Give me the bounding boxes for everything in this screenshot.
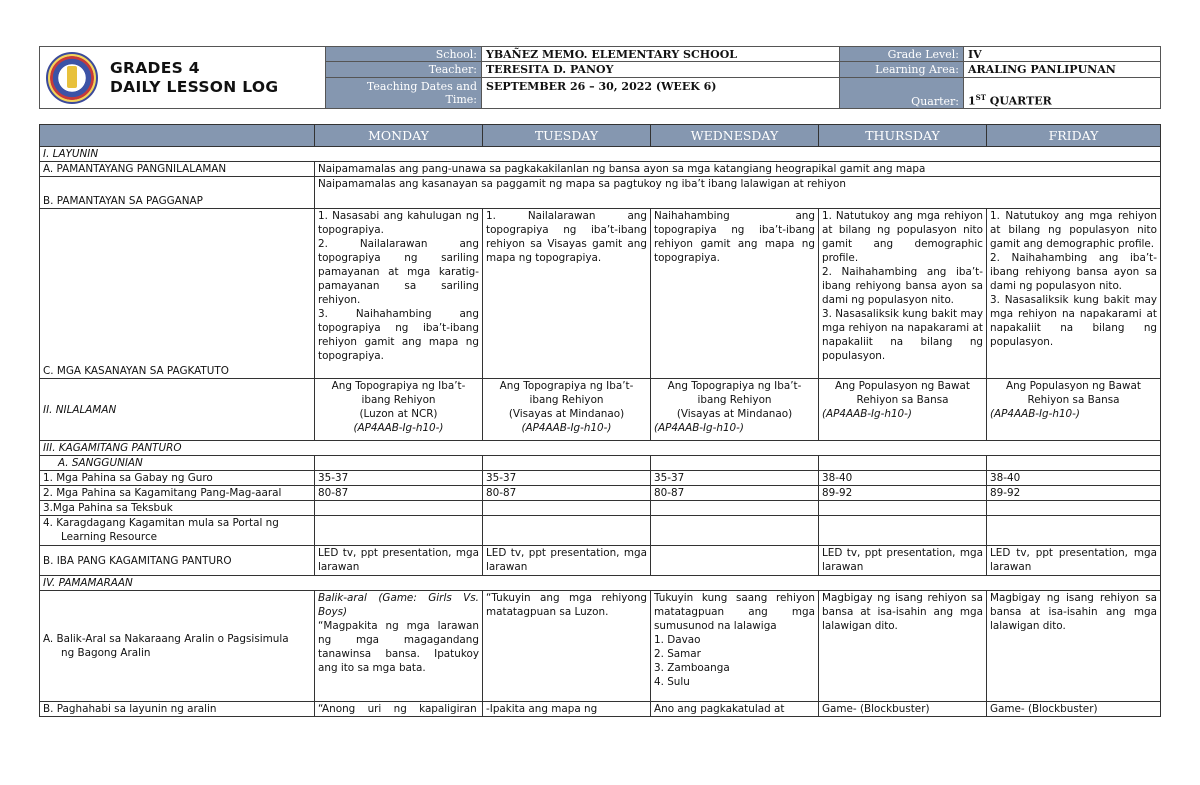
pang-mag-aaral-monday: 80-87 [315,486,483,501]
gabay-wednesday: 35-37 [651,471,819,486]
iba-pang-kagamitan-wednesday [651,546,819,576]
school-label: School: [326,47,482,62]
teksbuk-friday [987,501,1161,516]
iba-pang-kagamitan-friday: LED tv, ppt presentation, mga larawan [987,546,1161,576]
balik-aral-monday: Balik-aral (Game: Girls Vs. Boys) “Magpakita ng mga larawan ng mga magagandang tanawinsa bansa. Ipatukoy ang ito sa mga bata. [315,591,483,702]
learning-area-label: Learning Area: [840,62,964,78]
gabay-monday: 35-37 [315,471,483,486]
balik-aral-friday: Magbigay ng isang rehiyon sa bansa at isa-isahin ang mga lalawigan dito. [987,591,1161,702]
label-nilalaman: II. NILALAMAN [40,379,315,441]
kasanayan-wednesday: Naihahambing ang topograpiya ng iba’t-ibang rehiyon gamit ang mapa ng topograpiya. [651,209,819,379]
gabay-thursday: 38-40 [819,471,987,486]
grade-level-value: IV [964,47,1161,62]
label-pamantayang-pangnilalaman: A. PAMANTAYANG PANGNILALAMAN [40,162,315,177]
day-header-wednesday: WEDNESDAY [651,125,819,147]
teaching-dates-label: Teaching Dates and Time: [326,78,482,109]
portal-tuesday [483,516,651,546]
day-header-thursday: THURSDAY [819,125,987,147]
kasanayan-friday: 1. Natutukoy ang mga rehiyon at bilang ng populasyon nito gamit ang demographic profile. 2. Naihahambing ang iba’t-ibang rehiyong bansa ayon sa dami ng populasyon nito. 3. Nasasaliksik kung bakit may mga rehiyon na napakarami at napakaliit na bilang ng populasyon. [987,209,1161,379]
label-teksbuk: 3.Mga Pahina sa Teksbuk [40,501,315,516]
school-value: YBAÑEZ MEMO. ELEMENTARY SCHOOL [482,47,840,62]
value-pamantayan-sa-pagganap: Naipamamalas ang kasanayan sa paggamit ng mapa sa pagtukoy ng iba’t ibang lalawigan at rehiyon [315,177,1161,209]
portal-thursday [819,516,987,546]
grade-level-label: Grade Level: [840,47,964,62]
label-gabay-ng-guro: 1. Mga Pahina sa Gabay ng Guro [40,471,315,486]
iba-pang-kagamitan-thursday: LED tv, ppt presentation, mga larawan [819,546,987,576]
sanggunian-monday [315,456,483,471]
label-pamantayan-sa-pagganap: B. PAMANTAYAN SA PAGGANAP [40,177,315,209]
nilalaman-tuesday: Ang Topograpiya ng Iba’t- ibang Rehiyon (Visayas at Mindanao) (AP4AAB-Ig-h10-) [483,379,651,441]
deped-seal-icon [46,52,98,104]
page-title: GRADES 4 DAILY LESSON LOG [110,58,279,96]
balik-aral-thursday: Magbigay ng isang rehiyon sa bansa at isa-isahin ang mga lalawigan dito. [819,591,987,702]
balik-aral-tuesday: “Tukuyin ang mga rehiyong matatagpuan sa Luzon. [483,591,651,702]
paghahabi-friday: Game- (Blockbuster) [987,702,1161,717]
nilalaman-wednesday: Ang Topograpiya ng Iba’t- ibang Rehiyon (Visayas at Mindanao) (AP4AAB-Ig-h10-) [651,379,819,441]
label-iba-pang-kagamitan: B. IBA PANG KAGAMITANG PANTURO [40,546,315,576]
sanggunian-friday [987,456,1161,471]
day-header-friday: FRIDAY [987,125,1161,147]
section-pamamaraan: IV. PAMAMARAAN [40,576,1161,591]
gabay-friday: 38-40 [987,471,1161,486]
teksbuk-thursday [819,501,987,516]
portal-friday [987,516,1161,546]
day-header-blank [40,125,315,147]
portal-wednesday [651,516,819,546]
sanggunian-wednesday [651,456,819,471]
balik-aral-wednesday: Tukuyin kung saang rehiyon matatagpuan ang mga sumusunod na lalawiga 1. Davao 2. Samar 3. Zamboanga 4. Sulu [651,591,819,702]
quarter-label: Quarter: [840,78,964,109]
teksbuk-wednesday [651,501,819,516]
nilalaman-thursday: Ang Populasyon ng Bawat Rehiyon sa Bansa (AP4AAB-Ig-h10-) [819,379,987,441]
learning-area-value: ARALING PANLIPUNAN [964,62,1161,78]
label-balik-aral: A. Balik-Aral sa Nakaraang Aralin o Pagsisimula ng Bagong Aralin [40,591,315,702]
gabay-tuesday: 35-37 [483,471,651,486]
section-layunin: I. LAYUNIN [40,147,1161,162]
pang-mag-aaral-friday: 89-92 [987,486,1161,501]
kasanayan-thursday: 1. Natutukoy ang mga rehiyon at bilang ng populasyon nito gamit ang demographic profile. 2. Naihahambing ang iba’t-ibang rehiyong bansa ayon sa dami ng populasyon nito. 3. Nasasaliksik kung bakit may mga rehiyon na napakarami at napakaliit na bilang ng populasyon. [819,209,987,379]
iba-pang-kagamitan-monday: LED tv, ppt presentation, mga larawan [315,546,483,576]
nilalaman-friday: Ang Populasyon ng Bawat Rehiyon sa Bansa (AP4AAB-Ig-h10-) [987,379,1161,441]
pang-mag-aaral-wednesday: 80-87 [651,486,819,501]
kasanayan-monday: 1. Nasasabi ang kahulugan ng topograpiya. 2. Nailalarawan ang topograpiya ng sariling pamayanan at mga karatig-pamayanan sa sariling rehiyon. 3. Naihahambing ang topograpiya ng iba’t-ibang rehiyon gamit ang mapa ng topograpiya. [315,209,483,379]
sanggunian-thursday [819,456,987,471]
header-table [39,46,1161,109]
day-header-monday: MONDAY [315,125,483,147]
iba-pang-kagamitan-tuesday: LED tv, ppt presentation, mga larawan [483,546,651,576]
nilalaman-monday: Ang Topograpiya ng Iba’t- ibang Rehiyon (Luzon at NCR) (AP4AAB-Ig-h10-) [315,379,483,441]
teksbuk-monday [315,501,483,516]
day-header-tuesday: TUESDAY [483,125,651,147]
paghahabi-tuesday: -Ipakita ang mapa ng [483,702,651,717]
teksbuk-tuesday [483,501,651,516]
teacher-value: TERESITA D. PANOY [482,62,840,78]
teaching-dates-value: SEPTEMBER 26 – 30, 2022 (WEEK 6) [482,78,840,109]
value-pamantayang-pangnilalaman: Naipamamalas ang pang-unawa sa pagkakakilanlan ng bansa ayon sa mga katangiang heograpikal gamit ang mapa [315,162,1161,177]
label-kagamitang-pang-mag-aaral: 2. Mga Pahina sa Kagamitang Pang-Mag-aaral [40,486,315,501]
label-sanggunian: A. SANGGUNIAN [40,456,315,471]
sanggunian-tuesday [483,456,651,471]
kasanayan-tuesday: 1. Nailalarawan ang topograpiya ng iba’t-ibang rehiyon sa Visayas gamit ang mapa ng topograpiya. [483,209,651,379]
quarter-value: 1ST QUARTER [964,78,1161,109]
label-paghahabi: B. Paghahabi sa layunin ng aralin [40,702,315,717]
label-mga-kasanayan: C. MGA KASANAYAN SA PAGKATUTO [40,209,315,379]
section-kagamitang-panturo: III. KAGAMITANG PANTURO [40,441,1161,456]
portal-monday [315,516,483,546]
lesson-log-table [39,124,1161,717]
label-learning-resource: 4. Karagdagang Kagamitan mula sa Portal ng Learning Resource [40,516,315,546]
pang-mag-aaral-tuesday: 80-87 [483,486,651,501]
pang-mag-aaral-thursday: 89-92 [819,486,987,501]
paghahabi-thursday: Game- (Blockbuster) [819,702,987,717]
header-logo-cell [40,47,326,109]
teacher-label: Teacher: [326,62,482,78]
paghahabi-wednesday: Ano ang pagkakatulad at [651,702,819,717]
paghahabi-monday: “Anong uri ng kapaligiran [315,702,483,717]
